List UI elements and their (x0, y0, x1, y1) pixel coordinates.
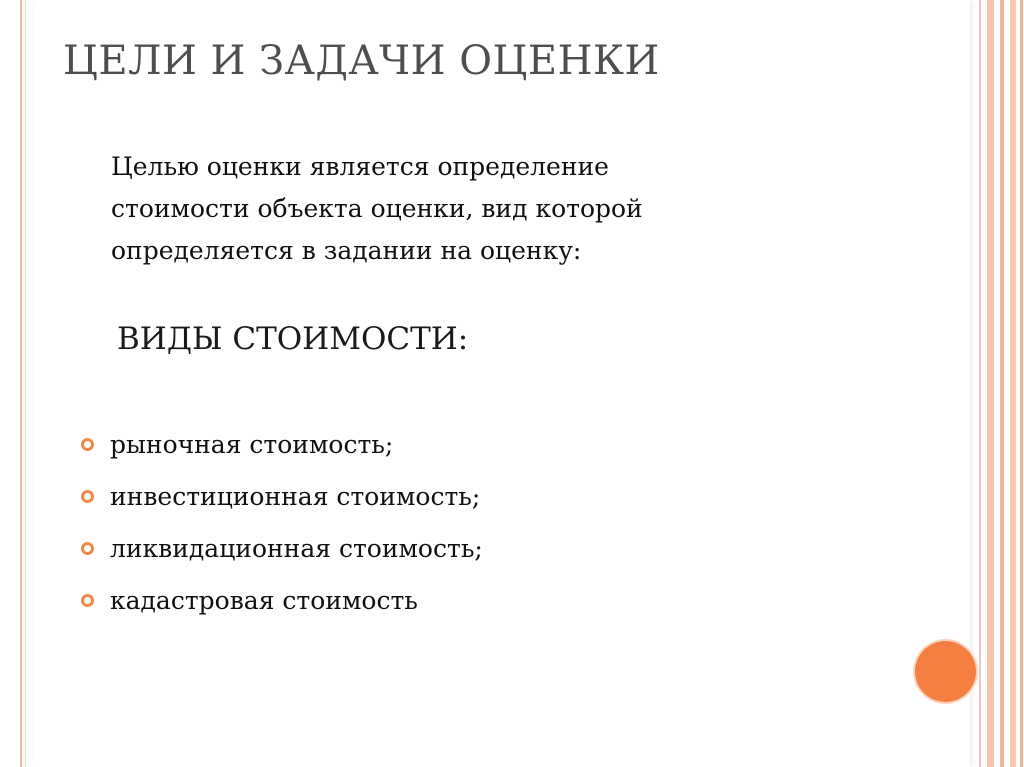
orange-circle-icon (915, 641, 976, 702)
intro-line: Целью оценки является определение (111, 152, 609, 181)
ring-bullet-icon (81, 594, 94, 607)
right-border-line (979, 0, 981, 767)
right-border-stripe (1000, 0, 1004, 767)
right-border-stripe (987, 0, 994, 767)
intro-paragraph (111, 146, 831, 272)
ring-bullet-icon (81, 542, 94, 555)
slide-title: ЦЕЛИ И ЗАДАЧИ ОЦЕНКИ (63, 38, 660, 84)
list-item-text: рыночная стоимость; (110, 430, 394, 459)
list-item (78, 473, 778, 525)
intro-line: стоимости объекта оценки, вид которой (111, 194, 643, 223)
ring-bullet-icon (81, 438, 94, 451)
list-item (78, 525, 778, 577)
value-types-list (78, 421, 778, 629)
list-item (78, 577, 778, 629)
list-item-text: ликвидационная стоимость; (110, 534, 483, 563)
list-item-text: инвестиционная стоимость; (110, 482, 481, 511)
value-types-heading: ВИДЫ СТОИМОСТИ: (117, 321, 469, 357)
intro-line: определяется в задании на оценку: (111, 236, 582, 265)
ring-bullet-icon (81, 490, 94, 503)
right-border-stripe (1020, 0, 1023, 767)
right-border-stripe (1010, 0, 1016, 767)
list-item (78, 421, 778, 473)
left-border-line (20, 0, 22, 767)
list-item-text: кадастровая стоимость (110, 586, 418, 615)
left-border-line-thin (25, 0, 26, 767)
content-panel (34, 0, 970, 767)
